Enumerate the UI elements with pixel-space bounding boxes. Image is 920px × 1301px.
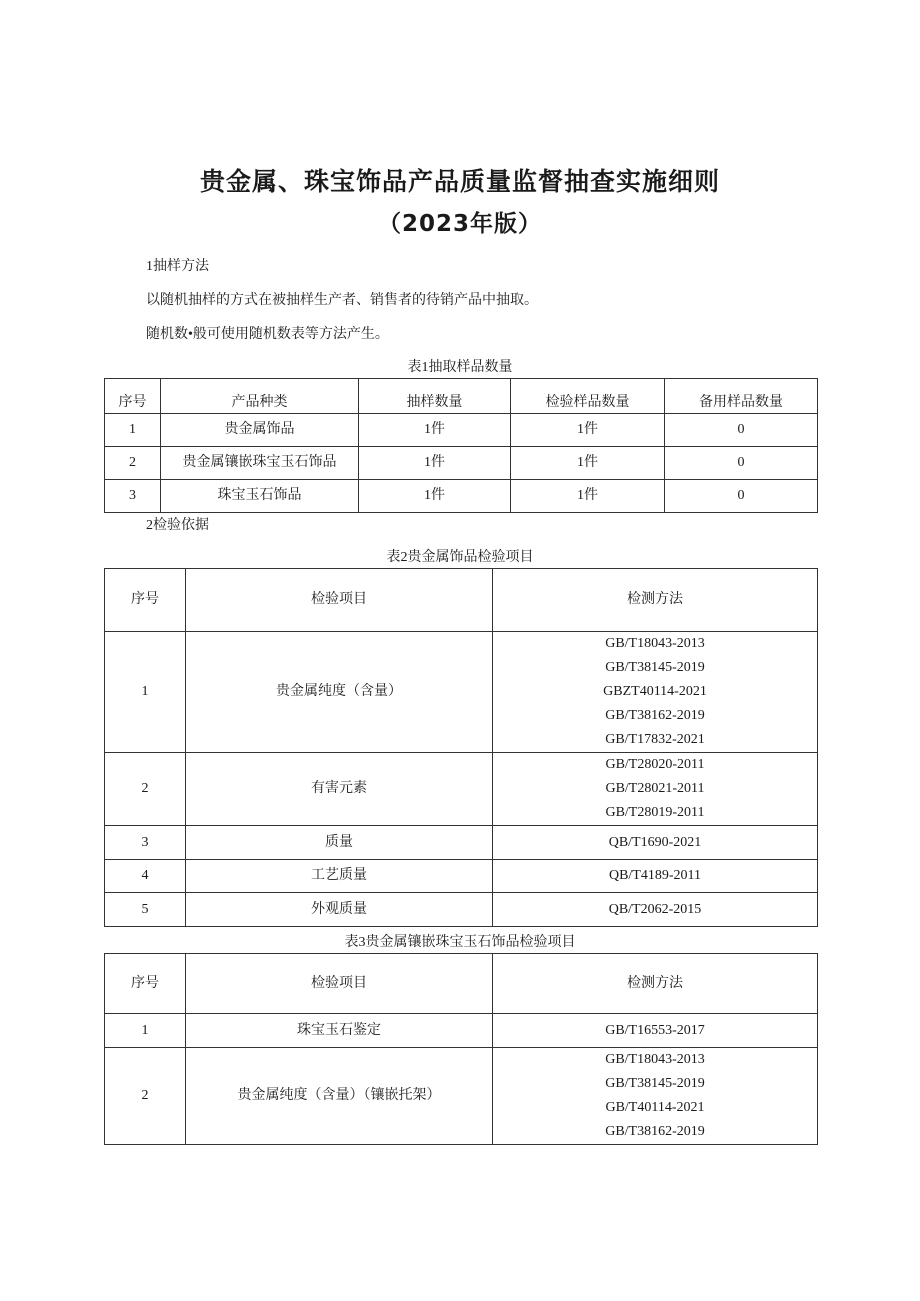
table-cell: 5	[105, 893, 186, 927]
table-cell: 工艺质量	[186, 860, 493, 893]
table-header-row	[105, 569, 818, 632]
section-1-paragraph-2: 随机数•般可使用随机数表等方法产生。	[146, 327, 389, 342]
table-header-row	[105, 954, 818, 1014]
table-cell: 1件	[359, 414, 511, 447]
table-3-caption: 表3贵金属镶嵌珠宝玉石饰品检验项目	[344, 935, 576, 950]
table-row	[105, 632, 818, 753]
method-standard: GB/T38145-2019	[605, 1076, 705, 1091]
table-row	[105, 826, 818, 860]
header-cell: 序号	[105, 379, 161, 414]
table-row	[105, 480, 818, 513]
header-cell: 序号	[105, 569, 186, 632]
method-cell	[493, 753, 818, 826]
method-standard: GB/T18043-2013	[605, 1052, 705, 1067]
table-cell: 1件	[511, 414, 665, 447]
table-row	[105, 893, 818, 927]
table-row	[105, 447, 818, 480]
method-standard: GB/T38162-2019	[605, 1124, 705, 1139]
table-cell: 0	[665, 414, 818, 447]
document-title: 贵金属、珠宝饰品产品质量监督抽查实施细则	[199, 167, 720, 196]
header-cell: 检验项目	[186, 954, 493, 1014]
table-row	[105, 414, 818, 447]
table-cell: 1	[105, 1014, 186, 1048]
header-cell: 备用样品数量	[665, 379, 818, 414]
table-cell: 2	[105, 753, 186, 826]
table-cell: 贵金属纯度（含量）	[186, 632, 493, 753]
table-1-caption: 表1抽取样品数量	[407, 360, 513, 375]
table-cell: 有害元素	[186, 753, 493, 826]
table-cell: 珠宝玉石饰品	[161, 480, 359, 513]
table-cell: 0	[665, 480, 818, 513]
header-cell: 检验项目	[186, 569, 493, 632]
method-standard: GB/T28019-2011	[605, 805, 705, 820]
method-cell	[493, 1048, 818, 1145]
section-2-heading: 2检验依据	[146, 518, 209, 533]
table-cell: 珠宝玉石鉴定	[186, 1014, 493, 1048]
table-cell: 3	[105, 826, 186, 860]
method-standard: GBZT40114-2021	[603, 684, 707, 699]
table-cell: 2	[105, 1048, 186, 1145]
table-cell: 1件	[511, 480, 665, 513]
header-cell: 检测方法	[493, 569, 818, 632]
method-standard: GB/T28020-2011	[605, 757, 705, 772]
table-row	[105, 1048, 818, 1145]
inlaid-gem-inspection-table	[104, 953, 818, 1145]
method-standard: QB/T1690-2021	[493, 826, 818, 860]
header-cell: 产品种类	[161, 379, 359, 414]
method-standard: QB/T4189-2011	[493, 860, 818, 893]
method-standard: GB/T17832-2021	[605, 732, 705, 747]
table-cell: 1件	[359, 480, 511, 513]
method-standard: QB/T2062-2015	[493, 893, 818, 927]
method-standard: GB/T28021-2011	[605, 781, 705, 796]
table-cell: 1件	[359, 447, 511, 480]
table-cell: 质量	[186, 826, 493, 860]
table-row	[105, 753, 818, 826]
method-standard: GB/T16553-2017	[493, 1014, 818, 1048]
table-header-row	[105, 379, 818, 414]
method-standard: GB/T40114-2021	[605, 1100, 705, 1115]
table-cell: 2	[105, 447, 161, 480]
section-1-paragraph-1: 以随机抽样的方式在被抽样生产者、销售者的待销产品中抽取。	[146, 293, 538, 308]
table-row	[105, 860, 818, 893]
header-cell: 序号	[105, 954, 186, 1014]
section-1-heading: 1抽样方法	[146, 259, 209, 274]
precious-metal-inspection-table	[104, 568, 818, 927]
method-cell	[493, 632, 818, 753]
table-cell: 1	[105, 632, 186, 753]
table-row	[105, 1014, 818, 1048]
method-standard: GB/T38162-2019	[605, 708, 705, 723]
table-cell: 贵金属镶嵌珠宝玉石饰品	[161, 447, 359, 480]
header-cell: 检测方法	[493, 954, 818, 1014]
document-subtitle: （2023年版）	[377, 211, 542, 237]
header-cell: 抽样数量	[359, 379, 511, 414]
table-cell: 1件	[511, 447, 665, 480]
table-cell: 4	[105, 860, 186, 893]
table-cell: 贵金属纯度（含量）（镶嵌托架）	[186, 1048, 493, 1145]
table-cell: 0	[665, 447, 818, 480]
method-standard: GB/T38145-2019	[605, 660, 705, 675]
header-cell: 检验样品数量	[511, 379, 665, 414]
table-cell: 外观质量	[186, 893, 493, 927]
table-cell: 贵金属饰品	[161, 414, 359, 447]
table-cell: 3	[105, 480, 161, 513]
method-standard: GB/T18043-2013	[605, 636, 705, 651]
table-2-caption: 表2贵金属饰品检验项目	[386, 550, 534, 565]
table-cell: 1	[105, 414, 161, 447]
sample-quantity-table	[104, 378, 818, 513]
